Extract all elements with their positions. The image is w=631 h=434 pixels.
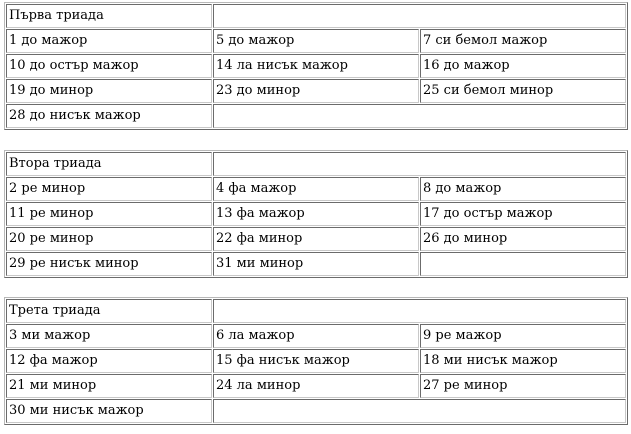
table-cell: 15 фа нисък мажор [213,349,419,373]
triad-title: Първа триада [6,4,212,28]
table-cell: 13 фа мажор [213,202,419,226]
table-cell: 3 ми мажор [6,324,212,348]
table-cell: 25 си бемол минор [420,79,626,103]
empty-cell [213,104,626,128]
table-cell: 30 ми нисък мажор [6,399,212,423]
table-row [6,54,626,78]
triad-table-third [4,297,628,425]
table-cell: 14 ла нисък мажор [213,54,419,78]
table-cell: 6 ла мажор [213,324,419,348]
table-row [6,177,626,201]
table-cell: 31 ми минор [213,252,419,276]
table-row [6,202,626,226]
table-cell: 26 до минор [420,227,626,251]
table-row [6,374,626,398]
triad-title: Втора триада [6,152,212,176]
table-row [6,29,626,53]
table-header-row [6,4,626,28]
table-row [6,252,626,276]
table-cell: 11 ре минор [6,202,212,226]
table-row [6,349,626,373]
table-cell: 22 фа минор [213,227,419,251]
table-cell: 20 ре минор [6,227,212,251]
table-cell: 28 до нисък мажор [6,104,212,128]
empty-cell [420,252,626,276]
table-cell: 1 до мажор [6,29,212,53]
table-cell: 24 ла минор [213,374,419,398]
table-cell: 18 ми нисък мажор [420,349,626,373]
table-cell: 17 до остър мажор [420,202,626,226]
table-row [6,324,626,348]
table-cell: 7 си бемол мажор [420,29,626,53]
table-cell: 4 фа мажор [213,177,419,201]
table-cell: 12 фа мажор [6,349,212,373]
empty-cell [213,299,626,323]
table-cell: 23 до минор [213,79,419,103]
table-cell: 19 до минор [6,79,212,103]
table-cell: 9 ре мажор [420,324,626,348]
table-cell: 29 ре нисък минор [6,252,212,276]
table-cell: 5 до мажор [213,29,419,53]
table-row [6,399,626,423]
empty-cell [213,152,626,176]
table-header-row [6,299,626,323]
table-row [6,227,626,251]
table-header-row [6,152,626,176]
table-cell: 21 ми минор [6,374,212,398]
empty-cell [213,4,626,28]
table-cell: 2 ре минор [6,177,212,201]
table-row [6,79,626,103]
table-cell: 10 до остър мажор [6,54,212,78]
triad-title: Трета триада [6,299,212,323]
table-cell: 8 до мажор [420,177,626,201]
triad-table-first [4,2,628,130]
table-cell: 16 до мажор [420,54,626,78]
table-cell: 27 ре минор [420,374,626,398]
triad-table-second [4,150,628,278]
empty-cell [213,399,626,423]
table-row [6,104,626,128]
